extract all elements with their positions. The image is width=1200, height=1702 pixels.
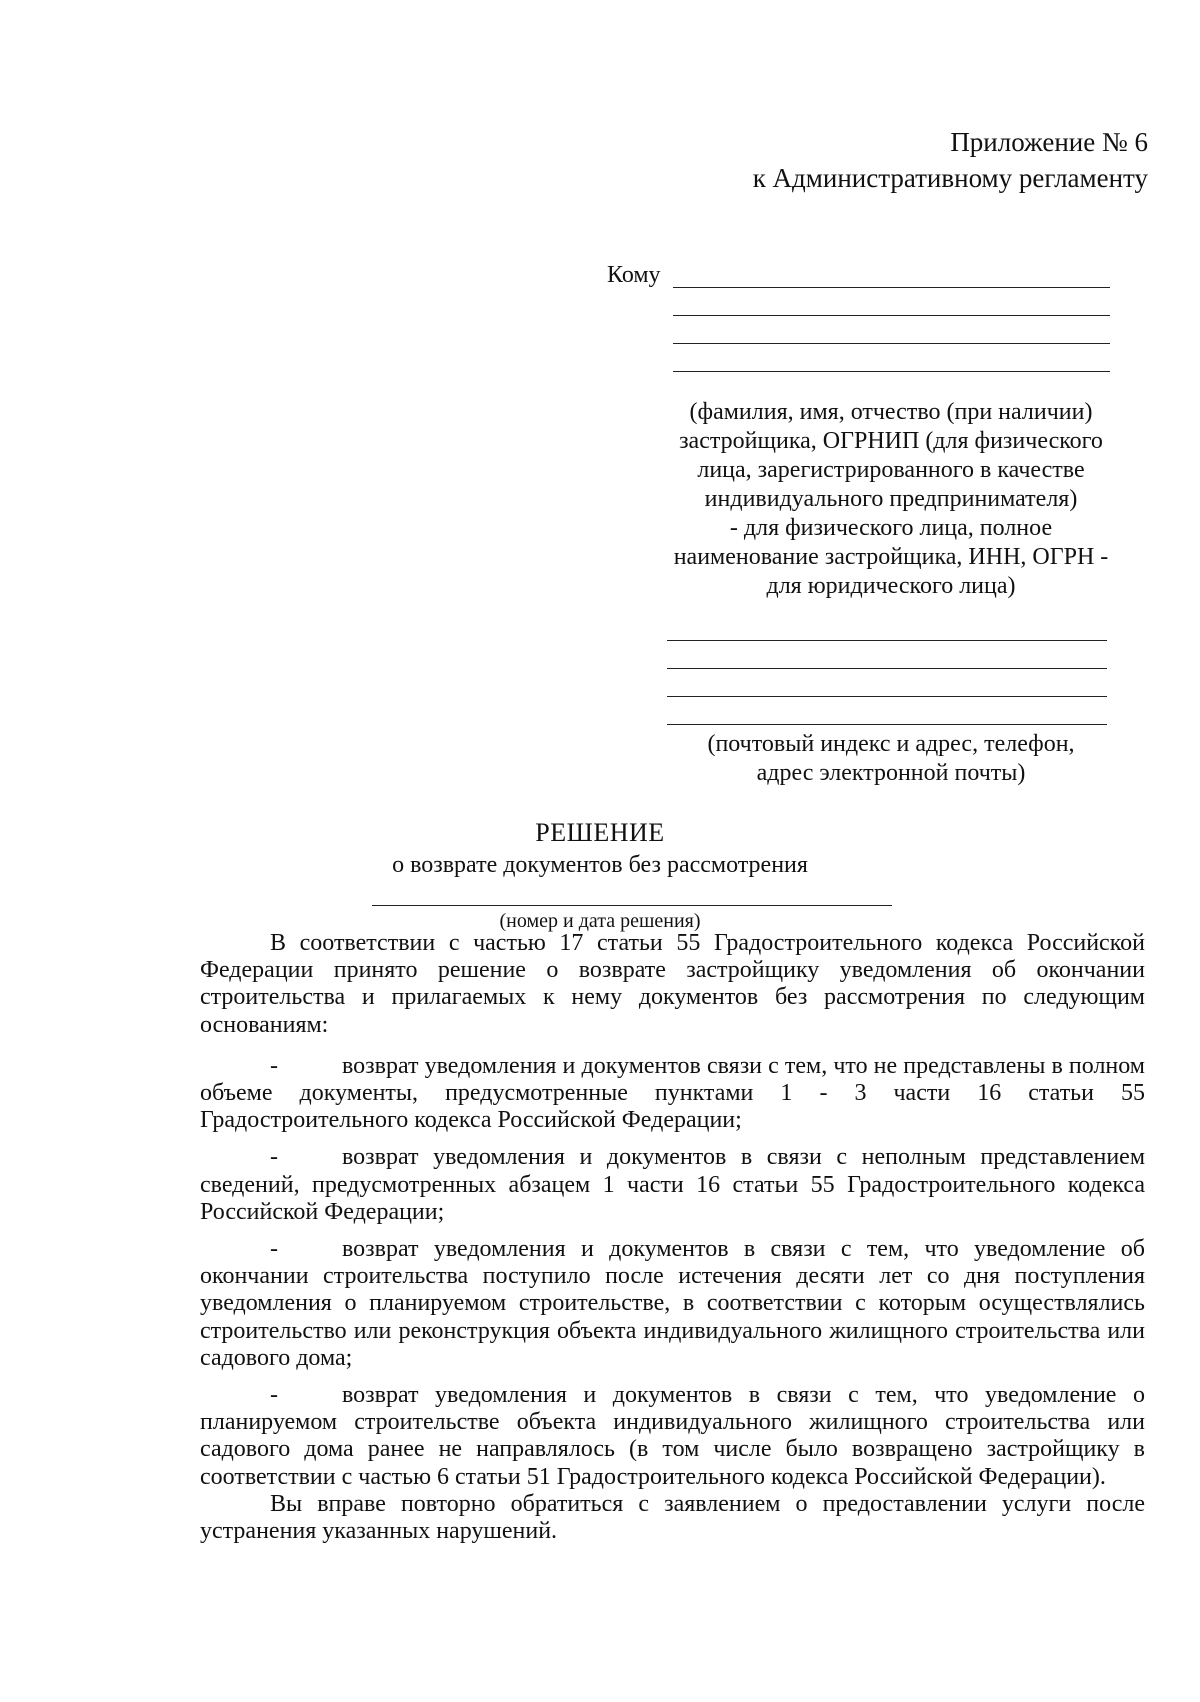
caption-line: лица, зарегистрированного в качестве bbox=[697, 457, 1085, 483]
ground-text: возврат уведомления и документов в связи с тем, что уведомление об окончании строительства поступило после истечения десяти лет со дня поступления уведомления о планируемом строительстве, в соответствии с которым осуществлялись строительство или реконструкция объекта индивидуального жилищного строительства или садового дома; bbox=[200, 1236, 1145, 1371]
recipient-field-line[interactable] bbox=[673, 343, 1110, 344]
list-dash: - bbox=[270, 1236, 278, 1263]
list-dash: - bbox=[270, 1382, 278, 1409]
ground-text: возврат уведомления и документов в связи с тем, что уведомление о планируемом строительстве объекта индивидуального жилищного строительства или садового дома ранее не направлялось (в том числе было возвращено застройщику в соответствии с частью 6 статьи 51 Градостроительного кодекса Российской Федерации). bbox=[200, 1382, 1145, 1490]
recipient-field-line[interactable] bbox=[673, 287, 1110, 288]
closing-paragraph: Вы вправе повторно обратиться с заявлением о предоставлении услуги после устранения указанных нарушений. bbox=[200, 1490, 1145, 1545]
ground-text: возврат уведомления и документов связи с тем, что не представлены в полном объеме документы, предусмотренные пунктами 1 - 3 части 16 статьи 55 Градостроительного кодекса Российской Федерации; bbox=[200, 1052, 1145, 1134]
caption-line: (почтовый индекс и адрес, телефон, bbox=[707, 731, 1075, 757]
address-field-line[interactable] bbox=[667, 724, 1107, 725]
list-dash: - bbox=[270, 1144, 278, 1171]
intro-paragraph: В соответствии с частью 17 статьи 55 Градостроительного кодекса Российской Федерации принято решение о возврате застройщику уведомления об окончании строительства и прилагаемых к нему документов без рассмотрения по следующим основаниям: bbox=[200, 930, 1145, 1038]
list-dash: - bbox=[270, 1052, 278, 1079]
decision-subtitle: о возврате документов без рассмотрения bbox=[392, 852, 808, 878]
ground-item-4 bbox=[200, 1382, 1145, 1491]
annex-number: Приложение № 6 bbox=[950, 127, 1148, 157]
decision-title: РЕШЕНИЕ bbox=[535, 818, 665, 847]
recipient-label: Кому bbox=[607, 262, 661, 288]
address-field-line[interactable] bbox=[667, 668, 1107, 669]
address-caption bbox=[660, 730, 1122, 788]
ground-item-2 bbox=[200, 1144, 1145, 1226]
address-field-line[interactable] bbox=[667, 696, 1107, 697]
annex-reference: к Административному регламенту bbox=[752, 163, 1148, 193]
ground-item-1 bbox=[200, 1053, 1145, 1135]
decision-number-line[interactable] bbox=[372, 905, 892, 906]
ground-text: возврат уведомления и документов в связи с неполным представлением сведений, предусмотренных абзацем 1 части 16 статьи 55 Градостроительного кодекса Российской Федерации; bbox=[200, 1144, 1145, 1225]
caption-line: наименование застройщика, ИНН, ОГРН - bbox=[673, 544, 1109, 570]
caption-line: для юридического лица) bbox=[766, 573, 1016, 599]
decision-number-caption: (номер и дата решения) bbox=[499, 910, 701, 932]
annex-header bbox=[753, 124, 1148, 196]
caption-line: застройщика, ОГРНИП (для физического bbox=[679, 428, 1103, 454]
caption-line: индивидуального предпринимателя) bbox=[704, 486, 1078, 512]
caption-line: (фамилия, имя, отчество (при наличии) bbox=[689, 399, 1093, 425]
decision-body bbox=[200, 930, 1145, 1545]
recipient-name-caption bbox=[660, 398, 1122, 601]
recipient-field-line[interactable] bbox=[673, 371, 1110, 372]
caption-line: адрес электронной почты) bbox=[756, 760, 1026, 786]
address-field-line[interactable] bbox=[667, 640, 1107, 641]
recipient-field-line[interactable] bbox=[673, 315, 1110, 316]
caption-line: - для физического лица, полное bbox=[729, 515, 1053, 541]
ground-item-3 bbox=[200, 1236, 1145, 1372]
